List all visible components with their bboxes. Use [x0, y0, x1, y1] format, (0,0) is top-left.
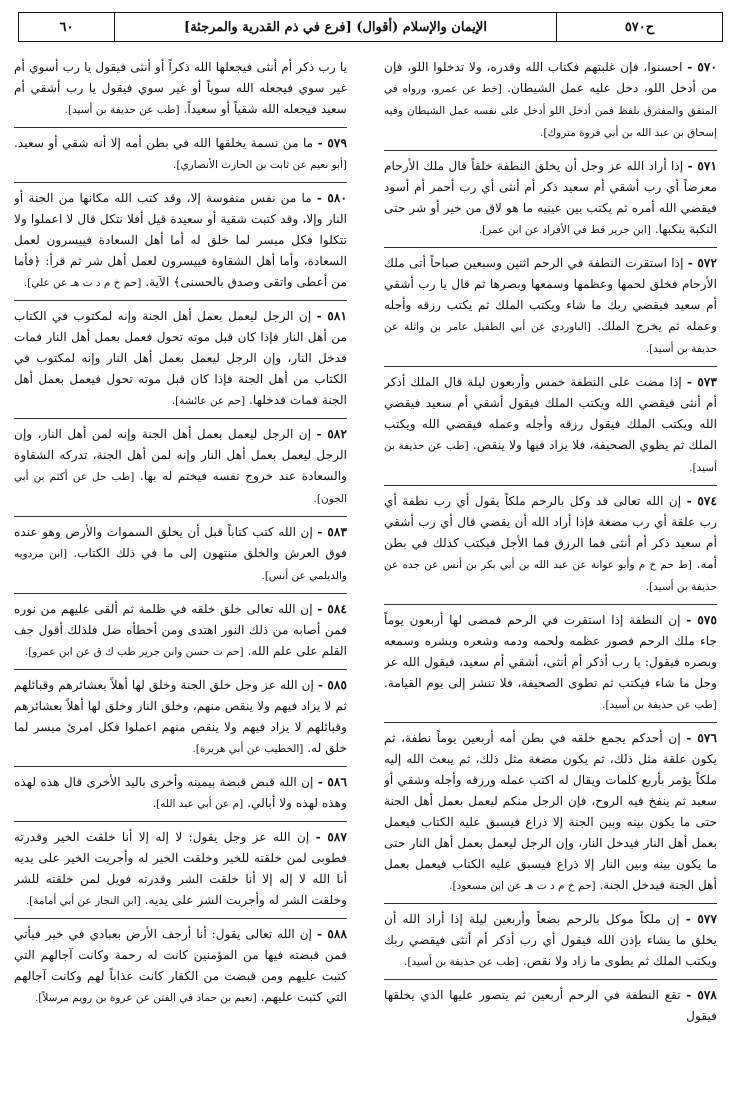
hadith-entry [384, 52, 717, 151]
hadith-entry [14, 419, 347, 517]
hadith-entry [14, 767, 347, 822]
hadith-number: ٥٧٢ - [687, 256, 717, 270]
hadith-number: ٥٧٤ - [686, 494, 717, 508]
hadith-entry [14, 52, 347, 128]
hadith-text: إن الله عز وجل يقول: لا إله إلا أنا خلقت الخير وقدرته فطوبى لمن خلقته للخير وخلقت الخير له وأجريت الخير على يديه أنا الله لا إله إلا أنا خلقت الشر وقدرته فويل لمن خلقته للشر وخلقت الشر له وأجريت الشر على يديه. [14, 830, 347, 907]
hadith-entry [384, 151, 717, 248]
hadith-source: [الباوردي عن أبي الطفيل عامر بن واثلة عن حذيفة بن أسيد]. [384, 321, 717, 355]
hadith-source: [طب عن حذيفة بن أسيد]. [384, 440, 717, 474]
hadith-number: ٥٨٤ - [317, 602, 347, 616]
hadith-entry [14, 517, 347, 594]
hadith-source: [طب عن حذيفة بن أسيد]. [602, 699, 717, 711]
hadith-number: ٥٧٩ - [317, 136, 347, 150]
hadith-text: إذا استقرت النطفة في الرحم اثنين وسبعين صباحاً أتى ملك الأرحام فخلق لحمها وعظمها وسمعها وبصرها ثم قال يا رب أشقي أم سعيد فيقضي ربك ما شاء ويكتب الملك ثم يكتب رزقه وأجله وعمله ثم يخرج الملك. [384, 256, 717, 333]
hadith-entry [384, 367, 717, 486]
hadith-source: [طب حل عن أكثم بن أبي الجون]. [14, 471, 347, 505]
hadith-text: يا رب ذكر أم أنثى فيجعلها الله ذكراً أو أنثى فيقول يا رب أسوي أم غير سوي فيجعله الله سوياً أو غير سوي فيقول يا رب أشقي أم سعيد فيجعله الله شقياً أو سعيداً. [14, 60, 347, 116]
hadith-number: ٥٨٥ - [317, 678, 347, 692]
hadith-entry [14, 183, 347, 301]
hadith-entry [384, 486, 717, 605]
hadith-text: إذا أراد الله عز وجل أن يخلق النطفة خلقاً قال ملك الأرحام معرضاً أي رب أشقي أم سعيد ذكر أم أنثى أي رب أحمر أم أسود فيقضي الله أمره ثم يكتب بين عينيه ما هو لاق من خير أو شر حتى النكبة ينكبها. [384, 159, 717, 236]
hadith-source: [ابن مردويه والديلمي عن أنس]. [14, 548, 347, 582]
hadith-source: [طب عن حذيفة بن أسيد]. [64, 104, 180, 116]
hadith-number: ٥٧٦ - [686, 731, 717, 745]
hadith-entry [14, 301, 347, 419]
hadith-text: احسنوا، فإن غلبتهم فكتاب الله وقدره، ولا تدخلوا اللو، فإن من أدخل اللو، دخل عليه عمل الشيطان. [384, 60, 717, 95]
hadith-number: ٥٨٨ - [317, 927, 347, 941]
hadith-entry [384, 723, 717, 904]
hadith-source: [الخطيب عن أبي هريرة]. [192, 743, 304, 755]
hadith-number: ٥٧٠ - [687, 60, 717, 74]
hadith-number: ٥٨٧ - [315, 830, 347, 844]
hadith-source: [حم خ م د ت هـ عن ابن مسعود]. [449, 880, 596, 892]
hadith-source: [طب عن حذيفة بن أسيد]. [404, 956, 520, 968]
hadith-number: ٥٧٨ - [686, 988, 717, 1002]
hadith-entry [14, 670, 347, 767]
hadith-text: إن الله تعالى قد وكل بالرحم ملكاً يقول أي رب نطفة أي رب علقة أي رب مضغة فإذا أراد الله أن يقضي قال أي رب أشقي أم سعيد ذكر أم أنثى فما الرزق فما الأجل فيكتب كذلك في بطن أمه. [384, 494, 717, 571]
header-hadith-range: ح٥٧٠ [556, 13, 722, 41]
left-column [8, 52, 353, 1102]
hadith-text: إن النطفة إذا استقرت في الرحم فمضى لها أربعون يوماً جاء ملك الرحم فصور عظمه ولحمه ودمه وشعره وبشره وسمعه وبصره فيقول: يا رب أذكر أم أنثى، أشقي أم سعيد، فيقول الله عز وجل ما شاء فيكتب ثم تطوى الصحيفة، فلا تنشر إلى يوم القيامة. [384, 613, 717, 690]
hadith-entry [14, 919, 347, 1015]
hadith-text: إن الله عز وجل خلق الجنة وخلق لها أهلاً بعشائرهم وقبائلهم ثم لا يزاد فيهم ولا ينقص منهم، وخلق النار وخلق لها أهلاً بعشائرهم وقبائلهم لا يزاد فيهم ولا ينقص منهم اعملوا فكل امرئ ميسر لما خلق له. [14, 678, 347, 755]
hadith-source: [خط عن عمرو، ورواه في المتفق والمفترق بلفظ فمن أدخل اللو أدخل على نفسه عمل الشيطان وفيه إسحاق بن عبد الله بن أبي فروة متروك]. [384, 83, 717, 139]
hadith-number: ٥٧٥ - [686, 613, 717, 627]
hadith-text: إن الله قبض قبضة بيمينه وأخرى باليد الأخرى قال هذه لهذه وهذه لهذه ولا أبالي. [14, 775, 347, 810]
hadith-text: إن أحدكم يجمع خلقه في بطن أمه أربعين يوماً نطفة، ثم يكون علقة مثل ذلك، ثم يكون مضغة مثل ذلك، ثم يبعث الله إليه ملكاً يؤمر بأربع كلمات ويقال له اكتب عمله ورزقه وأجله وشقي أو سعيد ثم ينفخ فيه الروح، فإن الرجل منكم ليعمل بعمل أهل الجنة حتى ما يكون بينه وبين الجنة إلا ذراع فيسبق عليه الكتاب فيعمل بعمل أهل النار فيدخل النار، وإن الرجل ليعمل بعمل أهل النار حتى ما يكون بينه وبين النار إلا ذراع فيسبق عليه الكتاب فيعمل بعمل أهل الجنة فيدخل الجنة. [384, 731, 717, 892]
hadith-number: ٥٨٠ - [316, 191, 347, 205]
hadith-text: إن الله تعالى خلق خلقه في ظلمة ثم ألقى عليهم من نوره فمن أصابه من ذلك النور اهتدى ومن أخطأه ضل فلذلك أقول جف القلم على علم الله. [14, 602, 347, 658]
hadith-text: إن الله كتب كتاباً قبل أن يخلق السموات والأرض وهو عنده فوق العرش والخلق منتهون إلى ما في ذلك الكتاب. [14, 525, 347, 560]
right-column [378, 52, 723, 1102]
hadith-text: إذا مضت على النطفة خمس وأربعون ليلة قال الملك أذكر أم أنثى فيقضي الله ويكتب الملك فيقول أشقي أم سعيد فيقضي الله ويكتب الملك فيقول رزقه وأجله وعمله فيقضي الله ويكتب الملك ثم يطوي الصحيفة، فلا يزاد فيها ولا ينقص. [384, 375, 717, 452]
hadith-source: [م عن أبي عبد الله]. [152, 798, 244, 810]
hadith-source: [حم خ م د ت هـ عن علي]. [23, 277, 142, 289]
hadith-text: إن الرجل ليعمل بعمل أهل الجنة وإنه لمن أهل النار، وإن الرجل ليعمل بعمل أهل النار وإنه لمن أهل الجنة، تدركه الشقاوة والسعادة عند خروج نفسه فيختم له بها. [14, 427, 347, 483]
hadith-text: إن الله تعالى يقول: أنا أرجف الأرض بعبادي في خير فيأتي فمن قبضته فيها من المؤمنين كانت له رحمة وكانت آجالهم التي كتبت عليهم ومن قبضت من الكفار كانت عذاباً لهم وكانت آجالهم التي كتبت عليهم. [14, 927, 347, 1004]
text-columns [8, 52, 723, 1102]
hadith-entry [14, 822, 347, 919]
running-header [18, 12, 723, 42]
hadith-entry [384, 904, 717, 980]
hadith-source: [ابن النجار عن أبي أمامة]. [25, 895, 141, 907]
hadith-text: ما من نفس منفوسة إلا، وقد كتب الله مكانها من الجنة أو النار وإلا، وقد كتبت شقية أو سعيدة قيل أفلا نتكل قال لا اعملوا ولا تتكلوا فكل ميسر لما خلق له أما أهل السعادة فييسرون لعمل السعادة، وأما أهل الشقاوة فييسرون لعمل أهل شر ثم قرأ: ﴿فأما من أعطى واتقى وصدق بالحسنى﴾ الآية. [14, 191, 347, 289]
hadith-entry [14, 128, 347, 183]
hadith-entry [384, 980, 717, 1033]
hadith-number: ٥٨٢ - [316, 427, 347, 441]
hadith-number: ٥٧٧ - [685, 912, 717, 926]
hadith-number: ٥٧٣ - [686, 375, 717, 389]
hadith-number: ٥٧١ - [687, 159, 717, 173]
hadith-source: [نعيم بن حماد في الفتن عن عروة بن رويم مرسلاً]. [34, 992, 257, 1004]
hadith-text: تقع النطفة في الرحم أربعين ثم يتصور عليها الذي يخلقها فيقول [384, 988, 717, 1023]
hadith-text: إن ملكاً موكل بالرحم بضعاً وأربعين ليلة إذا أراد الله أن يخلق ما يشاء بإذن الله فيقول أي رب أذكر أم أنثى فيقضي ربك ويكتب الملك ثم يطوى ما زاد ولا نقص. [384, 912, 717, 968]
hadith-number: ٥٨٦ - [317, 775, 347, 789]
hadith-entry [14, 594, 347, 670]
hadith-source: [ابن جرير قط في الأفراد عن ابن عمر]. [478, 224, 651, 236]
hadith-entry [384, 605, 717, 723]
header-chapter-title: الإيمان والإسلام (أقوال) [فرع في ذم القدرية والمرجئة] [114, 13, 556, 41]
hadith-text: إن الرجل ليعمل بعمل أهل الجنة وإنه لمكتوب في الكتاب من أهل النار فإذا كان قبل موته تحول فعمل بعمل أهل النار فمات فدخل النار، وإن الرجل ليعمل بعمل أهل النار وإنه لمكتوب في الكتاب من أهل الجنة فإذا كان قبل موته تحول فيعمل بعمل أهل الجنة فمات فدخلها. [14, 309, 347, 407]
hadith-source: [حم ت حسن وابن جرير طب ك ق عن ابن عمرو]. [24, 646, 244, 658]
hadith-number: ٥٨١ - [316, 309, 347, 323]
header-page-number: ٦٠ [59, 19, 74, 35]
hadith-source: [حم عن عائشة]. [171, 395, 246, 407]
hadith-entry [384, 248, 717, 367]
hadith-source: [أبو نعيم عن ثابت بن الحارث الأنصاري]. [173, 159, 347, 171]
hadith-number: ٥٨٣ - [317, 525, 347, 539]
page [8, 19, 723, 1102]
hadith-text: ما من نسمة يخلقها الله في بطن أمه إلا أنه شقي أو سعيد. [14, 136, 314, 150]
hadith-source: [ط حم خ م وأبو عوانة عن عبد الله بن أبي بكر بن أنس عن جده عن حذيفة بن أسيد]. [384, 559, 717, 593]
